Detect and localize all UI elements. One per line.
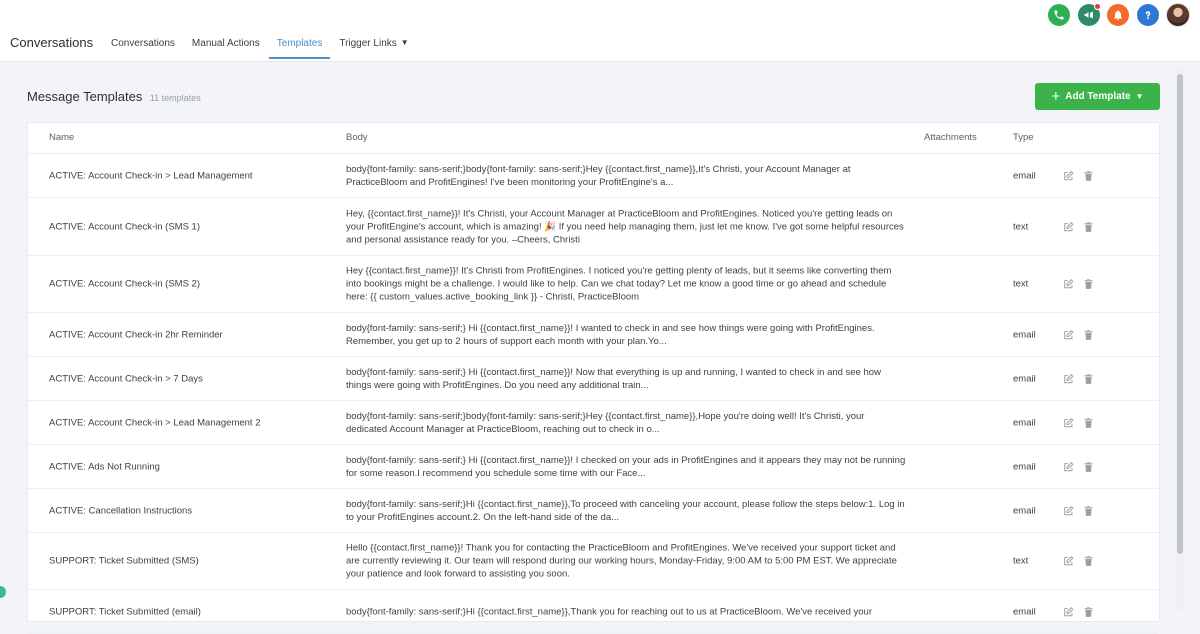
trash-icon[interactable] xyxy=(1083,279,1094,290)
add-template-button[interactable]: + Add Template ▼ xyxy=(1035,83,1160,110)
row-actions xyxy=(1063,373,1094,384)
table-row[interactable] xyxy=(28,154,1159,198)
row-actions xyxy=(1063,221,1094,232)
template-type: email xyxy=(1013,606,1036,617)
plus-icon: + xyxy=(1051,88,1061,105)
row-actions xyxy=(1063,329,1094,340)
page-header xyxy=(27,88,201,106)
template-body: Hey {{contact.first_name}}! It's Christi from ProfitEngines. I noticed you're getting plenty of leads, but it seems like converting them into bookings might be a challenge. I would like to help. Can we chat today? Let me know a good time or go ahead and schedule here: {{ custom_values.active_booking_link }} - Christi, PracticeBloom xyxy=(346,265,892,303)
page-title: Message Templates xyxy=(27,89,143,104)
template-name: ACTIVE: Account Check-in (SMS 1) xyxy=(49,221,200,232)
nav-tabs xyxy=(103,30,418,59)
chat-widget-icon[interactable] xyxy=(0,586,6,598)
column-header-body[interactable]: Body xyxy=(346,132,368,143)
edit-icon[interactable] xyxy=(1063,221,1074,232)
edit-icon[interactable] xyxy=(1063,279,1074,290)
row-actions xyxy=(1063,606,1094,617)
trash-icon[interactable] xyxy=(1083,221,1094,232)
column-header-attachments[interactable]: Attachments xyxy=(924,132,977,143)
table-row[interactable] xyxy=(28,198,1159,256)
edit-icon[interactable] xyxy=(1063,329,1074,340)
trash-icon[interactable] xyxy=(1083,329,1094,340)
edit-icon[interactable] xyxy=(1063,461,1074,472)
tab-conversations[interactable]: Conversations xyxy=(111,38,175,49)
table-row[interactable] xyxy=(28,533,1159,590)
tab-templates[interactable]: Templates xyxy=(269,30,331,59)
column-header-type[interactable]: Type xyxy=(1013,132,1034,143)
chevron-down-icon: ▼ xyxy=(400,38,409,47)
phone-icon[interactable] xyxy=(1048,4,1070,26)
help-icon[interactable] xyxy=(1137,4,1159,26)
edit-icon[interactable] xyxy=(1063,373,1074,384)
template-name: ACTIVE: Account Check-in > 7 Days xyxy=(49,373,203,384)
template-type: email xyxy=(1013,373,1036,384)
trash-icon[interactable] xyxy=(1083,461,1094,472)
row-actions xyxy=(1063,170,1094,181)
chevron-down-icon: ▼ xyxy=(1135,92,1144,101)
template-body: body{font-family: sans-serif;}Hi {{contact.first_name}},To proceed with canceling your account, please follow the steps below:1. Log in to your ProfitEngines account.2. On the left-hand side of the da... xyxy=(346,498,905,523)
templates-table xyxy=(27,122,1160,622)
scroll-thumb[interactable] xyxy=(1177,74,1183,554)
row-actions xyxy=(1063,279,1094,290)
template-name: ACTIVE: Cancellation Instructions xyxy=(49,505,193,516)
template-name: SUPPORT: Ticket Submitted (email) xyxy=(49,606,201,617)
template-type: text xyxy=(1013,278,1029,290)
template-name: ACTIVE: Ads Not Running xyxy=(49,461,160,472)
avatar[interactable] xyxy=(1166,3,1190,27)
top-bar xyxy=(0,0,1200,62)
template-name: ACTIVE: Account Check-in (SMS 2) xyxy=(49,278,200,290)
notification-dot xyxy=(1094,3,1101,10)
row-actions xyxy=(1063,556,1094,567)
trash-icon[interactable] xyxy=(1083,505,1094,516)
template-body: Hello {{contact.first_name}}! Thank you for contacting the PracticeBloom and ProfitEngines. We've received your support ticket and are currently reviewing it. Our team will respond during our working hours, Monday-Friday, 9:00 AM to 5:00 PM EST. We appreciate your patience and look forward to assisting you soon. xyxy=(346,542,897,580)
row-actions xyxy=(1063,417,1094,428)
app-title: Conversations xyxy=(10,35,94,50)
bell-icon[interactable] xyxy=(1107,4,1129,26)
template-name: ACTIVE: Account Check-in 2hr Reminder xyxy=(49,329,223,340)
template-type: text xyxy=(1013,221,1029,232)
table-header xyxy=(28,123,1159,154)
megaphone-icon[interactable] xyxy=(1078,4,1100,26)
edit-icon[interactable] xyxy=(1063,417,1074,428)
edit-icon[interactable] xyxy=(1063,606,1074,617)
table-row[interactable] xyxy=(28,445,1159,489)
trash-icon[interactable] xyxy=(1083,417,1094,428)
table-row[interactable] xyxy=(28,489,1159,533)
template-type: email xyxy=(1013,329,1036,340)
template-type: email xyxy=(1013,461,1036,472)
template-body: body{font-family: sans-serif;} Hi {{contact.first_name}}! I wanted to check in and see how things were going with ProfitEngines. Remember, you get up to 2 hours of support each month with your plan.Yo... xyxy=(346,322,875,347)
scrollbar[interactable] xyxy=(1176,68,1184,610)
trash-icon[interactable] xyxy=(1083,556,1094,567)
template-body: body{font-family: sans-serif;}body{font-family: sans-serif;}Hey {{contact.first_name}},Hope you're doing well! It's Christi, your dedicated Account Manager at PracticeBloom, reaching out to check in o... xyxy=(346,410,865,435)
template-name: ACTIVE: Account Check-in > Lead Management 2 xyxy=(49,417,261,428)
trash-icon[interactable] xyxy=(1083,170,1094,181)
template-body: body{font-family: sans-serif;}Hi {{contact.first_name}},Thank you for reaching out to us at PracticeBloom. We've received your xyxy=(346,606,872,617)
template-name: ACTIVE: Account Check-in > Lead Management xyxy=(49,170,253,181)
template-body: body{font-family: sans-serif;} Hi {{contact.first_name}}! Now that everything is up and running, I wanted to check in and see how things were going with ProfitEngines. Do you need any additional train... xyxy=(346,366,881,391)
table-row[interactable] xyxy=(28,313,1159,357)
template-type: email xyxy=(1013,417,1036,428)
table-row[interactable] xyxy=(28,401,1159,445)
template-name: SUPPORT: Ticket Submitted (SMS) xyxy=(49,555,199,567)
template-body: Hey, {{contact.first_name}}! It's Christi, your Account Manager at PracticeBloom and ProfitEngines. Noticed you're getting leads on your ProfitEngine's account, which is amazing! 🎉 If you need help managing them, just let me know. I've got some helpful resources and personal assistance ready for you. –Cheers, Christi xyxy=(346,208,904,245)
table-row[interactable] xyxy=(28,357,1159,401)
edit-icon[interactable] xyxy=(1063,170,1074,181)
template-count: 11 templates xyxy=(149,93,201,103)
row-actions xyxy=(1063,505,1094,516)
edit-icon[interactable] xyxy=(1063,556,1074,567)
tab-manual-actions[interactable]: Manual Actions xyxy=(191,38,260,49)
template-type: text xyxy=(1013,555,1029,567)
column-header-name[interactable]: Name xyxy=(49,132,75,143)
edit-icon[interactable] xyxy=(1063,505,1074,516)
template-body: body{font-family: sans-serif;} Hi {{contact.first_name}}! I checked on your ads in ProfitEngines and it appears they may not be running for some reason.I recommend you schedule some time with our Face... xyxy=(346,454,906,479)
template-type: email xyxy=(1013,170,1036,181)
row-actions xyxy=(1063,461,1094,472)
tab-trigger-links[interactable]: Trigger Links ▼ xyxy=(339,38,409,49)
table-row[interactable] xyxy=(28,256,1159,313)
trash-icon[interactable] xyxy=(1083,373,1094,384)
trash-icon[interactable] xyxy=(1083,606,1094,617)
template-type: email xyxy=(1013,505,1036,516)
table-row[interactable] xyxy=(28,590,1159,634)
template-body: body{font-family: sans-serif;}body{font-family: sans-serif;}Hey {{contact.first_name}},It's Christi, your Account Manager at PracticeBloom and ProfitEngines! I've been monitoring your ProfitEngine's a... xyxy=(346,163,851,188)
